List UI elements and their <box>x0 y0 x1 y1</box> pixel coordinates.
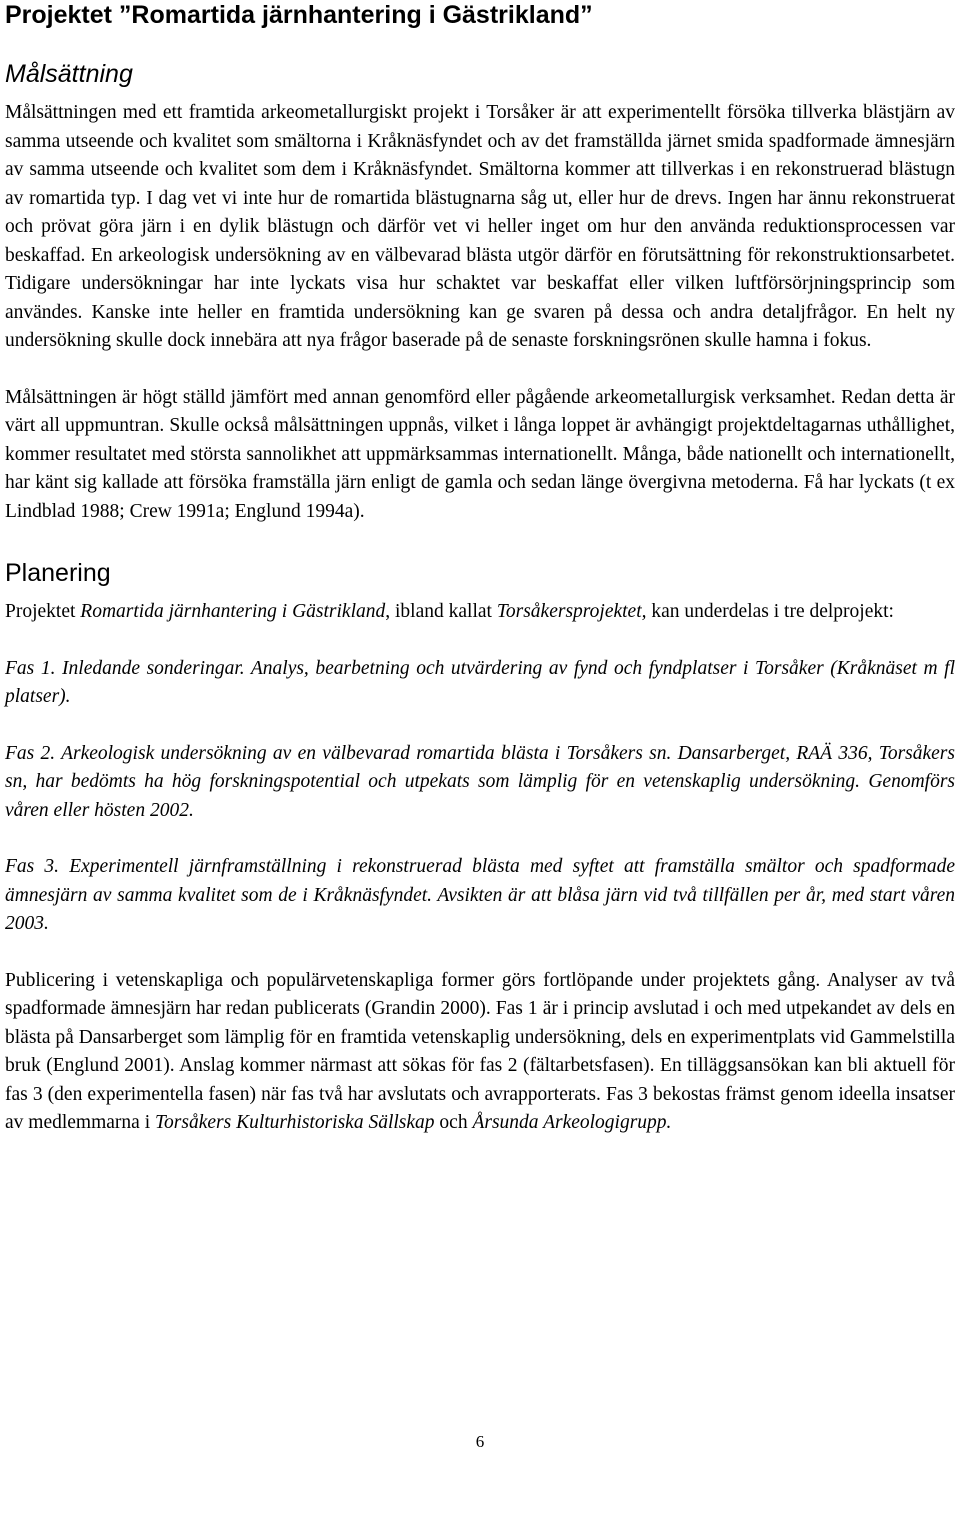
paragraph-fas-2: Fas 2. Arkeologisk undersökning av en välbevarad romartida blästa i Torsåkers sn. Dansarberget, RAÄ 336, Torsåkers sn, har bedömts ha hög forskningspotential och utpekats som lämplig för en vetenskaplig undersökning. Genomförs våren eller hösten 2002. <box>5 742 955 821</box>
paragraph-fas-3: Fas 3. Experimentell järnframställning i rekonstruerad blästa med syftet att framställa smältor och spadformade ämnesjärn av samma kvalitet som de i Kråknäsfyndet. Avsikten är att blåsa järn vid två tillfällen per år, med start våren 2003. <box>5 856 955 934</box>
section-heading-malsattning: Målsättning <box>5 60 133 88</box>
document-title: Projektet ”Romartida järnhantering i Gästrikland” <box>5 1 593 29</box>
paragraph-planering-intro <box>5 598 955 627</box>
intro-project-name: Romartida järnhantering i Gästrikland <box>80 601 386 622</box>
publicering-group-name: Årsunda Arkeologigrupp. <box>472 1112 672 1133</box>
intro-text-b: , ibland kallat <box>385 601 497 622</box>
publicering-text-b: och <box>434 1112 473 1133</box>
section-heading-planering: Planering <box>5 559 111 587</box>
publicering-society-name: Torsåkers Kulturhistoriska Sällskap <box>154 1112 435 1133</box>
intro-text-a: Projektet <box>5 601 81 622</box>
intro-project-alias: Torsåkersprojektet, <box>496 601 647 622</box>
paragraph-publicering <box>5 967 955 1138</box>
publicering-text-a: Publicering i vetenskapliga och populärvetenskapliga former görs fortlöpande under projektets gång. Analyser av två spadformade ämnesjärn har redan publicerats (Grandin 2000). Fas 1 är i princip avslutad i och med utpekandet av dels en blästa på Dansarberget som lämplig för en framtida vetenskaplig undersökning, dels en experimentplats vid Gammelstilla bruk (Englund 2001). Anslag kommer närmast att sökas för fas 2 (fältarbetsfasen). En tilläggsansökan kan bli aktuell för fas 3 (den experimentella fasen) när fas två har avslutats och avrapporterats. Fas 3 bekostas främst genom ideella insatser av medlemmarna i <box>5 969 955 1133</box>
page-number: 6 <box>475 1432 485 1451</box>
intro-text-c: kan underdelas i tre delprojekt: <box>646 601 894 622</box>
paragraph-malsattning-2: Målsättningen är högt ställd jämfört med annan genomförd eller pågående arkeometallurgisk verksamhet. Redan detta är värt all uppmuntran. Skulle också målsättningen uppnås, vilket i långa loppet är avhängigt projektdeltagarnas uthållighet, kommer resultatet med största sannolikhet att uppmärksammas internationellt. Många, både nationellt och internationellt, har känt sig kallade att försöka framställa järn enligt de gamla och sedan länge övergivna metoderna. Få har lyckats (t ex Lindblad 1988; Crew 1991a; Englund 1994a). <box>5 386 955 522</box>
paragraph-fas-1: Fas 1. Inledande sonderingar. Analys, bearbetning och utvärdering av fynd och fyndplatser i Torsåker (Kråknäset m fl platser). <box>5 657 955 707</box>
document-page <box>5 0 955 1138</box>
paragraph-malsattning-1: Målsättningen med ett framtida arkeometallurgiskt projekt i Torsåker är att experimentellt försöka tillverka blästjärn av samma utseende och kvalitet som smältorna i Kråknäsfyndet och av det framställda järnet smida spadformade ämnesjärn av samma utseende och kvalitet som dem i Kråknäsfyndet. Smältorna kommer att tillverkas i en rekonstruerad blästugn av romartida typ. I dag vet vi inte hur de romartida blästugnarna såg ut, eller hur de drevs. Ingen har ännu rekonstruerat och prövat göra järn i en dylik blästugn och därför vet vi heller inget om hur den använda reduktionsprocessen var beskaffad. En arkeologisk undersökning av en välbevarad blästa utgör därför en förutsättning för rekonstruktionsarbetet. Tidigare undersökningar har inte lyckats visa hur schaktet var beskaffat eller vilken luftförsörjningsprincip som användes. Kanske inte heller en framtida undersökning kan ge svaren på dessa och andra detaljfrågor. En helt ny undersökning skulle dock innebära att nya frågor baserade på de senaste forskningsrönen skulle hamna i fokus. <box>5 102 955 351</box>
